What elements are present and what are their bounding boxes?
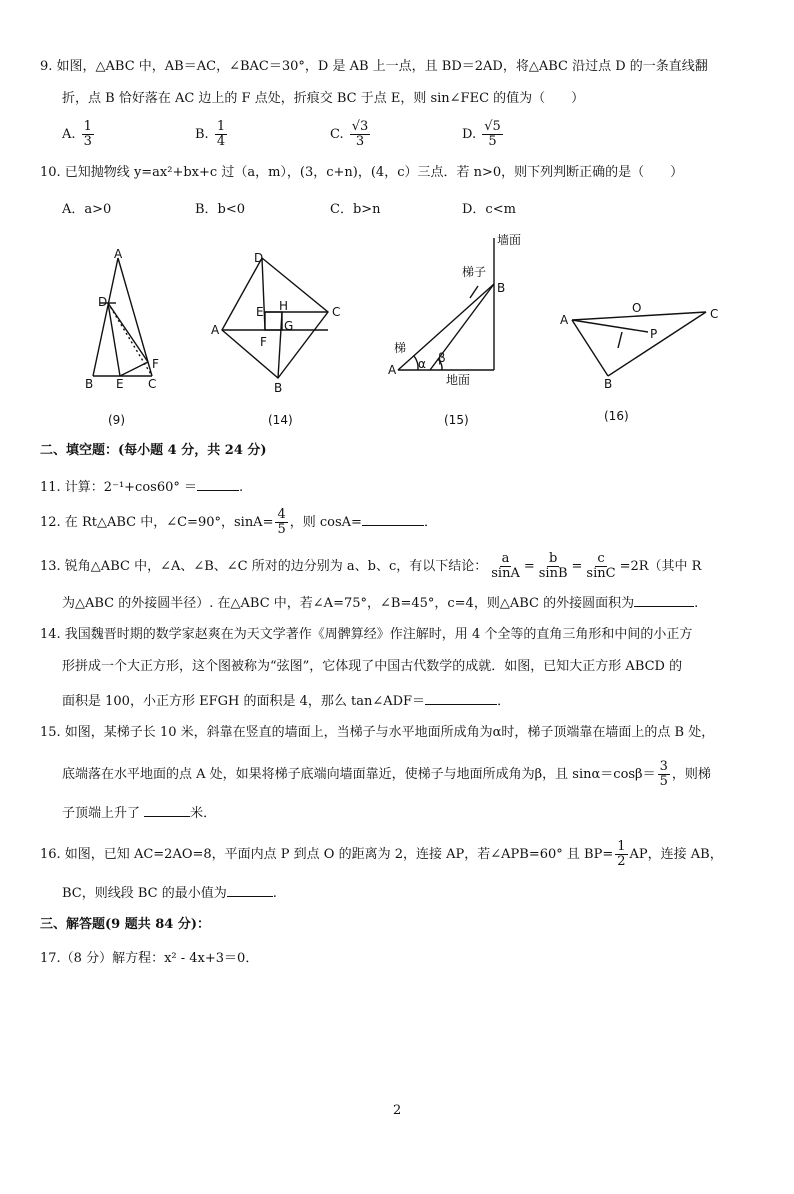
q13-fraction-c: $\frac{c}{\sin C}$	[586, 551, 616, 581]
q10-option-d: D．c<m	[462, 202, 516, 217]
q17: 17.（8 分）解方程：x² - 4x+3＝0．	[40, 951, 259, 966]
fig15-ladder-tick	[470, 286, 478, 298]
q9-option-c: C. $\frac{√3}{3}$	[330, 119, 369, 149]
figure-14-labels	[211, 251, 340, 395]
fig9-label-d: D	[98, 295, 108, 309]
q11-text: 11. 计算：2⁻¹+cos60° ＝	[40, 480, 197, 495]
fig15-label-ladder2: 梯子	[462, 265, 487, 279]
q15-line1: 15. 如图，某梯子长 10 米，斜靠在竖直的墙面上，当梯子与水平地面所成角为α时，梯子顶端靠在墙面上的点 B 处，	[40, 725, 715, 740]
fig14-label-d: D	[254, 251, 264, 265]
section-2-heading: 二、填空题：(每小题 4 分，共 24 分)	[40, 443, 267, 458]
fig16-caption: (16)	[604, 409, 629, 423]
fig9-label-b: B	[85, 377, 94, 391]
section-3-heading: 三、解答题(9 题共 84 分)：	[40, 917, 211, 932]
fig16-label-o: O	[632, 301, 642, 315]
q13-line1: 13. 锐角△ABC 中，∠A、∠B、∠C 所对的边分别为 a、b、c，有以下结论： $\frac{a}{\sin A}$ = $\frac{b}{\sin B}$ = $\frac{c}{\sin C}$ =2R（其中 R	[40, 551, 702, 581]
q13-fraction-b: $\frac{b}{\sin B}$	[538, 551, 568, 581]
fig14-label-e: E	[256, 305, 264, 319]
fig15-label-beta: β	[438, 351, 446, 365]
page-number: 2	[393, 1103, 402, 1118]
fig16-label-c: C	[710, 307, 719, 321]
q9-option-b: B. $\frac{1}{4}$	[195, 119, 226, 149]
fig9-side-ac	[118, 258, 152, 376]
q11-answer-blank	[197, 476, 239, 491]
q12: 12. 在 Rt△ABC 中，∠C=90°，sinA= $\frac{4}{5}$ ，则 cosA= ．	[40, 507, 437, 537]
fig15-label-a: A	[388, 363, 397, 377]
fig9-caption: (9)	[108, 413, 125, 427]
q14-line1: 14. 我国魏晋时期的数学家赵爽在为天文学著作《周髀算经》作注解时，用 4 个全等的直角三角形和中间的小正方	[40, 627, 693, 642]
q15-line2: 底端落在水平地面的点 A 处，如果将梯子底端向墙面靠近，使梯子与地面所成角为β，且 sinα＝cosβ＝ $\frac{3}{5}$ ，则梯	[62, 759, 711, 789]
q12-text: 12. 在 Rt△ABC 中，∠C=90°，sinA=	[40, 515, 274, 530]
fig14-label-a: A	[211, 323, 220, 337]
q9-option-d: D. $\frac{√5}{5}$	[462, 119, 501, 149]
figure-16-labels	[560, 301, 718, 391]
fig14-label-g: G	[284, 319, 294, 333]
fig15-label-ground: 地面	[446, 373, 471, 387]
fig9-fold-de	[108, 303, 120, 376]
fig16-segment-ap	[572, 320, 648, 332]
fig9-label-a: A	[114, 247, 123, 261]
fig14-label-c: C	[332, 305, 341, 319]
fig16-label-p: P	[650, 327, 658, 341]
figure-9	[93, 258, 152, 376]
q15-answer-blank	[144, 802, 190, 817]
figure-9-labels	[85, 247, 159, 391]
q9-option-a: A. $\frac{1}{3}$	[62, 119, 92, 149]
q10-option-a: A．a>0	[62, 202, 112, 217]
q13-line2: 为△ABC 的外接圆半径）. 在△ABC 中，若∠A=75°，∠B=45°，c=4，则△ABC 的外接圆面积为 .	[62, 592, 698, 613]
figure-15-labels	[388, 232, 521, 387]
q12-answer-blank	[362, 511, 424, 526]
q10-option-b: B．b<0	[195, 202, 246, 217]
fig9-segment-ef	[120, 362, 148, 376]
fig9-label-f: F	[152, 357, 159, 371]
q9-line1: 9. 如图，△ABC 中，AB＝AC，∠BAC＝30°，D 是 AB 上一点，且 BD＝2AD，将△ABC 沿过点 D 的一条直线翻	[40, 59, 708, 74]
fig15-caption: (15)	[444, 413, 469, 427]
q16-fraction: $\frac{1}{2}$	[617, 839, 626, 869]
q13-fraction-a: $\frac{a}{\sin A}$	[491, 551, 520, 581]
figures-row	[0, 228, 794, 428]
q14-line3: 面积是 100，小正方形 EFGH 的面积是 4，那么 tan∠ADF＝ ．	[62, 690, 510, 711]
fig14-label-b: B	[274, 381, 283, 395]
q10-line1: 10. 已知抛物线 y=ax²+bx+c 过（a，m），(3，c+n)，(4，c）三点．若 n>0，则下列判断正确的是（ ）	[40, 165, 684, 180]
figure-16	[572, 312, 706, 376]
fig15-label-wall: 墙面	[497, 233, 522, 247]
fig15-label-b: B	[497, 281, 506, 295]
fig9-label-c: C	[148, 377, 157, 391]
fig16-segment-ab	[572, 320, 608, 376]
q16-line1: 16. 如图，已知 AC=2AO=8，平面内点 P 到点 O 的距离为 2，连接 AP，若∠APB=60° 且 BP= $\frac{1}{2}$ AP，连接 AB，	[40, 839, 723, 869]
fig15-ladder-alpha	[398, 284, 494, 370]
fig16-label-a: A	[560, 313, 569, 327]
fig14-small-square	[265, 312, 282, 330]
q15-fraction: $\frac{3}{5}$	[659, 759, 668, 789]
fig14-big-square	[222, 258, 328, 378]
q16-line2: BC，则线段 BC 的最小值为 .	[62, 882, 277, 903]
fig9-label-e: E	[116, 377, 124, 391]
q15-line3: 子顶端上升了 米．	[62, 802, 216, 823]
fig14-label-f: F	[260, 335, 267, 349]
fig9-side-ab	[93, 258, 118, 376]
q14-answer-blank	[425, 690, 497, 705]
figure-14	[222, 258, 328, 378]
fig14-caption: (14)	[268, 413, 293, 427]
q13-answer-blank	[634, 592, 694, 607]
q14-line2: 形拼成一个大正方形，这个图被称为“弦图”，它体现了中国古代数学的成就．如图，已知大正方形 ABCD 的	[62, 659, 683, 674]
fig16-segment-bc	[608, 312, 706, 376]
q11: 11. 计算：2⁻¹+cos60° ＝ .	[40, 476, 243, 497]
q16-answer-blank	[227, 882, 273, 897]
q12-fraction: $\frac{4}{5}$	[277, 507, 286, 537]
q9-line2: 折，点 B 恰好落在 AC 边上的 F 点处，折痕交 BC 于点 E，则 sin∠FEC 的值为（ ）	[62, 91, 585, 106]
fig16-mark	[618, 332, 622, 348]
fig15-label-ladder1: 梯	[394, 341, 407, 355]
q10-option-c: C．b>n	[330, 202, 381, 217]
fig14-label-h: H	[279, 299, 289, 313]
figure-15	[398, 238, 494, 370]
fig15-label-alpha: α	[418, 357, 426, 371]
fig16-label-b: B	[604, 377, 613, 391]
